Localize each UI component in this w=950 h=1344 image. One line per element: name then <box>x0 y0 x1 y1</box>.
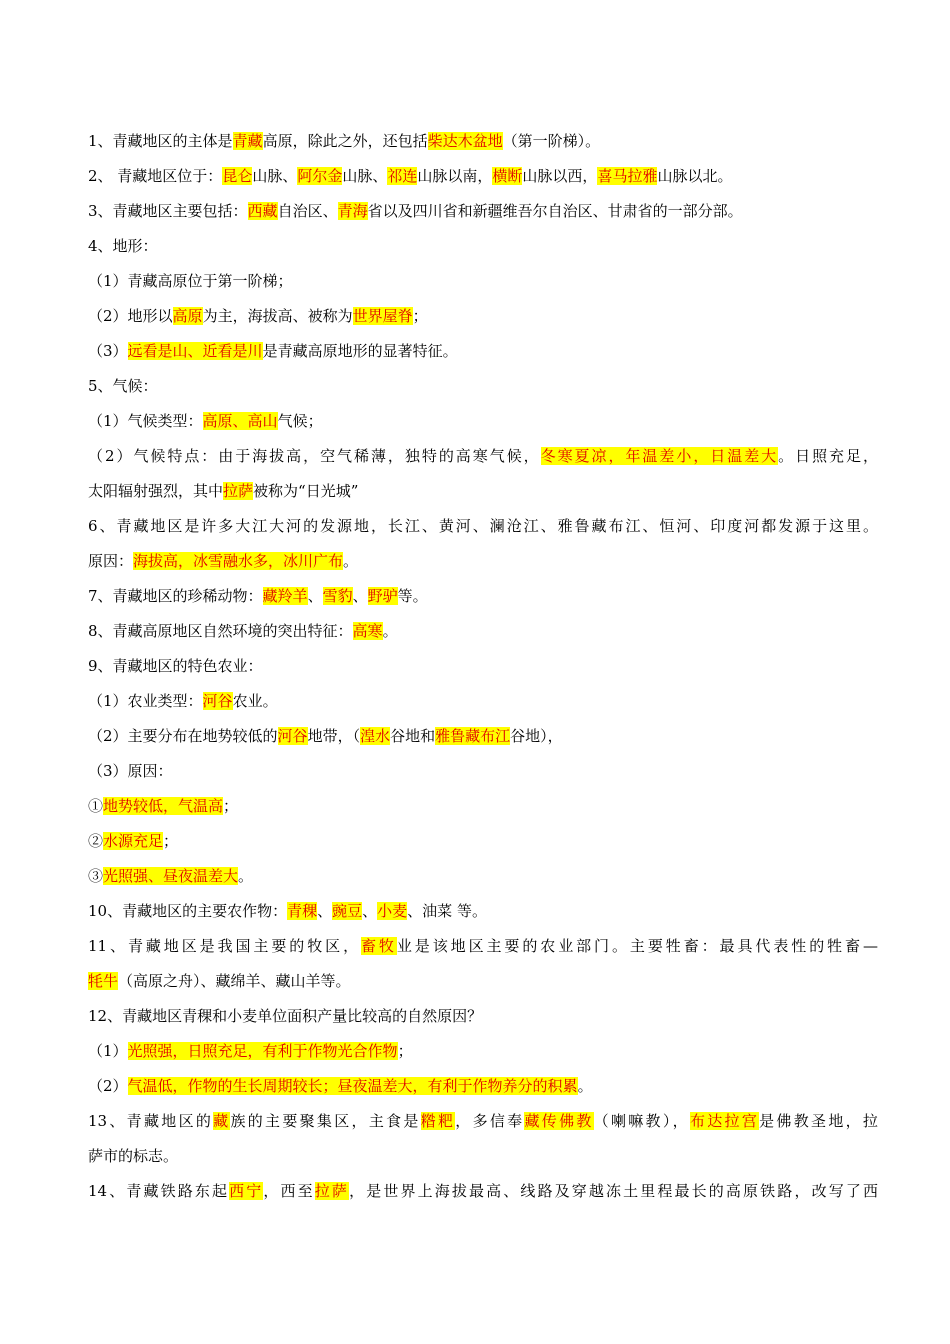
text-segment: 8、青藏高原地区自然环境的突出特征： <box>88 622 353 640</box>
text-line <box>88 579 878 614</box>
text-line <box>88 474 878 509</box>
text-segment: ； <box>412 307 428 325</box>
highlighted-term: 藏 <box>213 1112 231 1130</box>
text-line <box>88 439 878 474</box>
text-segment: 7、青藏地区的珍稀动物： <box>88 587 263 605</box>
highlighted-term: 高原、高山 <box>202 412 278 430</box>
text-segment: 9、青藏地区的特色农业： <box>88 657 263 675</box>
text-line <box>88 754 878 789</box>
highlighted-term: 气温低，作物的生长周期较长；昼夜温差大，有利于作物养分的积累 <box>127 1077 578 1095</box>
highlighted-term: 河谷 <box>277 727 308 745</box>
text-segment: ② <box>88 832 104 850</box>
text-line <box>88 124 878 159</box>
highlighted-term: 高原 <box>172 307 203 325</box>
text-line <box>88 299 878 334</box>
text-segment: 等。 <box>397 587 428 605</box>
text-line <box>88 1104 878 1139</box>
text-line <box>88 649 878 684</box>
text-segment: （2）气候特点：由于海拔高，空气稀薄，独特的高寒气候， <box>88 447 541 465</box>
text-segment: 是佛教圣地，拉 <box>759 1112 878 1130</box>
highlighted-term: 远看是山、近看是川 <box>127 342 263 360</box>
highlighted-term: 牦牛 <box>88 972 119 990</box>
text-line <box>88 824 878 859</box>
text-segment: （1）青藏高原位于第一阶梯； <box>88 272 293 290</box>
text-segment: 原因： <box>88 552 134 570</box>
highlighted-term: 拉萨 <box>314 1182 350 1200</box>
text-segment: ，西至 <box>263 1182 315 1200</box>
text-segment: 谷地和 <box>390 727 436 745</box>
text-segment: 是青藏高原地形的显著特征。 <box>262 342 458 360</box>
text-line <box>88 159 878 194</box>
text-line <box>88 1174 878 1209</box>
text-segment: ，多信奉 <box>455 1112 525 1130</box>
text-segment: 为主，海拔高、被称为 <box>202 307 353 325</box>
text-segment: （2）地形以 <box>88 307 173 325</box>
text-segment: 、 <box>362 902 378 920</box>
text-segment: 农业。 <box>232 692 278 710</box>
text-segment: ③ <box>88 867 104 885</box>
text-segment: ，是世界上海拔最高、线路及穿越冻土里程最长的高原铁路，改写了西 <box>349 1182 878 1200</box>
text-segment: （2）主要分布在地势较低的 <box>88 727 278 745</box>
highlighted-term: 光照强、昼夜温差大 <box>103 867 239 885</box>
highlighted-term: 布达拉宫 <box>689 1112 760 1130</box>
text-segment: 。 <box>577 1077 593 1095</box>
text-line <box>88 614 878 649</box>
highlighted-term: 喜马拉雅 <box>597 167 658 185</box>
text-segment: 省以及四川省和新疆维吾尔自治区、甘肃省的一部分部。 <box>367 202 743 220</box>
highlighted-term: 畜牧 <box>361 937 397 955</box>
highlighted-term: 西宁 <box>229 1182 264 1200</box>
text-segment: 被称为“日光城” <box>253 482 359 500</box>
text-segment: 山脉以西， <box>522 167 598 185</box>
text-segment: 14、青藏铁路东起 <box>88 1182 230 1200</box>
text-segment: 自治区、 <box>277 202 338 220</box>
text-segment: 族的主要聚集区，主食是 <box>230 1112 421 1130</box>
highlighted-term: 小麦 <box>377 902 408 920</box>
highlighted-term: 祁连 <box>387 167 418 185</box>
text-line <box>88 719 878 754</box>
text-segment: 11、青藏地区是我国主要的牧区， <box>88 937 361 955</box>
text-line <box>88 194 878 229</box>
highlighted-term: 昆仑 <box>222 167 253 185</box>
text-line <box>88 684 878 719</box>
highlighted-term: 糌粑 <box>420 1112 456 1130</box>
highlighted-term: 青稞 <box>287 902 318 920</box>
text-segment: 、 <box>352 587 368 605</box>
highlighted-term: 光照强，日照充足，有利于作物光合作物 <box>127 1042 398 1060</box>
text-segment: 、油菜 等。 <box>407 902 487 920</box>
text-segment: 气候； <box>277 412 323 430</box>
text-segment: 5、气候： <box>88 377 158 395</box>
text-line <box>88 229 878 264</box>
text-segment: （1） <box>88 1042 128 1060</box>
highlighted-term: 水源充足 <box>103 832 164 850</box>
highlighted-term: 柴达木盆地 <box>427 132 503 150</box>
text-segment: （喇嘛教）， <box>593 1112 690 1130</box>
text-line <box>88 1034 878 1069</box>
highlighted-term: 阿尔金 <box>297 167 343 185</box>
text-segment: ① <box>88 797 104 815</box>
text-segment: （高原之舟）、藏绵羊、藏山羊等。 <box>118 972 351 990</box>
text-segment: （3） <box>88 342 128 360</box>
highlighted-term: 冬寒夏凉，年温差小，日温差大 <box>540 447 779 465</box>
text-segment: 。 <box>343 552 359 570</box>
text-segment: ； <box>163 832 179 850</box>
text-segment: （2） <box>88 1077 128 1095</box>
text-segment: ； <box>223 797 239 815</box>
text-segment: 4、地形： <box>88 237 158 255</box>
text-line <box>88 509 878 544</box>
highlighted-term: 青海 <box>337 202 368 220</box>
highlighted-term: 地势较低，气温高 <box>103 797 224 815</box>
text-segment: 。日照充足， <box>778 447 878 465</box>
text-segment: 太阳辐射强烈，其中 <box>88 482 224 500</box>
text-segment: 1、青藏地区的主体是 <box>88 132 233 150</box>
text-segment: 萨市的标志。 <box>88 1147 179 1165</box>
text-segment: 山脉以南， <box>417 167 493 185</box>
text-segment: （1）农业类型： <box>88 692 203 710</box>
highlighted-term: 湟水 <box>360 727 391 745</box>
highlighted-term: 世界屋脊 <box>352 307 413 325</box>
highlighted-term: 野驴 <box>367 587 398 605</box>
highlighted-term: 雅鲁藏布江 <box>435 727 511 745</box>
text-segment: 。 <box>238 867 254 885</box>
text-segment: 、 <box>317 902 333 920</box>
document-body <box>88 124 878 1209</box>
text-line <box>88 544 878 579</box>
text-line <box>88 789 878 824</box>
text-line <box>88 1069 878 1104</box>
highlighted-term: 藏传佛教 <box>524 1112 594 1130</box>
highlighted-term: 西藏 <box>247 202 278 220</box>
text-line <box>88 999 878 1034</box>
highlighted-term: 拉萨 <box>223 482 254 500</box>
text-line <box>88 1139 878 1174</box>
text-segment: ； <box>397 1042 413 1060</box>
text-segment: 2、 青藏地区位于： <box>88 167 223 185</box>
text-segment: 13、青藏地区的 <box>88 1112 214 1130</box>
text-line <box>88 264 878 299</box>
highlighted-term: 青藏 <box>232 132 263 150</box>
highlighted-term: 横断 <box>492 167 523 185</box>
highlighted-term: 藏羚羊 <box>262 587 308 605</box>
text-segment: 山脉、 <box>252 167 298 185</box>
text-line <box>88 964 878 999</box>
text-segment: 谷地）， <box>510 727 563 745</box>
text-segment: 业是该地区主要的农业部门。主要牲畜：最具代表性的牲畜— <box>396 937 878 955</box>
text-line <box>88 404 878 439</box>
text-segment: 3、青藏地区主要包括： <box>88 202 248 220</box>
text-segment: 山脉、 <box>342 167 388 185</box>
text-segment: 。 <box>382 622 398 640</box>
text-line <box>88 894 878 929</box>
text-segment: 、 <box>307 587 323 605</box>
text-segment: 山脉以北。 <box>657 167 733 185</box>
highlighted-term: 河谷 <box>202 692 233 710</box>
text-segment: 10、青藏地区的主要农作物： <box>88 902 288 920</box>
highlighted-term: 海拔高，冰雪融水多，冰川广布 <box>133 552 344 570</box>
text-line <box>88 334 878 369</box>
highlighted-term: 豌豆 <box>332 902 363 920</box>
text-segment: （1）气候类型： <box>88 412 203 430</box>
text-line <box>88 369 878 404</box>
text-segment: （第一阶梯）。 <box>502 132 601 150</box>
text-line <box>88 929 878 964</box>
text-segment: 6、青藏地区是许多大江大河的发源地，长江、黄河、澜沧江、雅鲁藏布江、恒河、印度河都发源于这里。 <box>88 517 878 535</box>
highlighted-term: 雪豹 <box>322 587 353 605</box>
text-segment: 高原，除此之外，还包括 <box>262 132 428 150</box>
highlighted-term: 高寒 <box>352 622 383 640</box>
text-segment: （3）原因： <box>88 762 173 780</box>
text-segment: 12、青藏地区青稞和小麦单位面积产量比较高的自然原因？ <box>88 1007 483 1025</box>
text-segment: 地带，（ <box>307 727 361 745</box>
text-line <box>88 859 878 894</box>
